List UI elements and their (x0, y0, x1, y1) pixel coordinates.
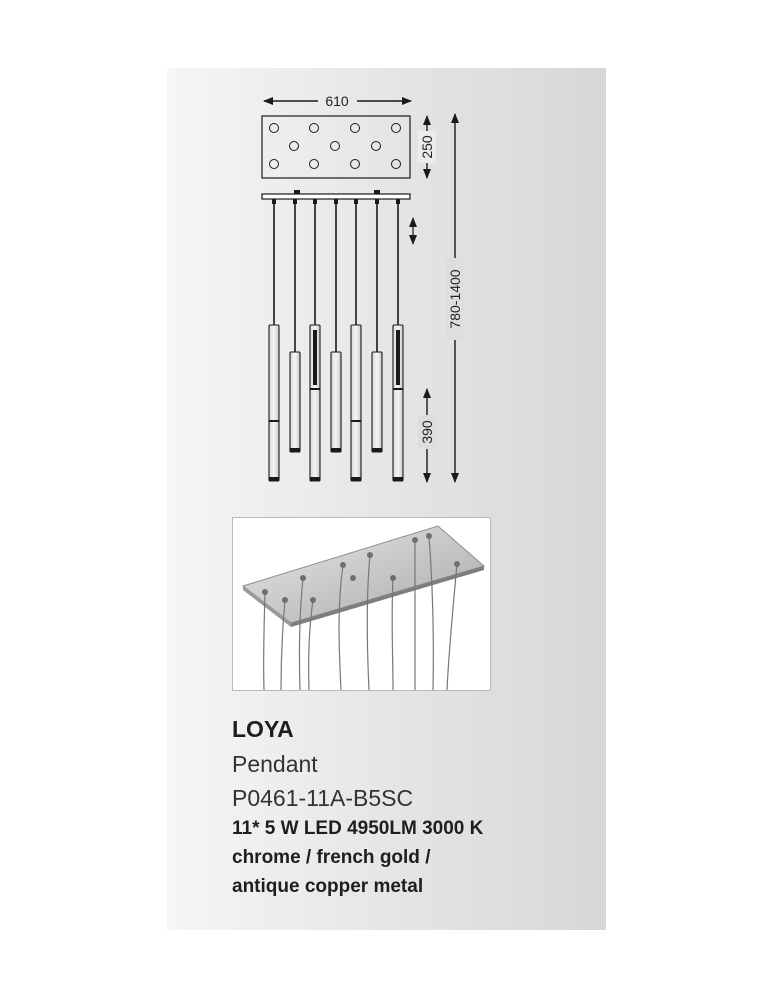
product-spec: 11* 5 W LED 4950LM 3000 K (232, 818, 484, 839)
width-label: 610 (325, 93, 349, 109)
height-dimension (446, 114, 464, 482)
pendant-side-view (262, 190, 410, 481)
depth-label: 250 (419, 135, 435, 159)
depth-dimension (418, 116, 436, 178)
width-dimension (264, 93, 411, 109)
product-finish-line-2: antique copper metal (232, 876, 424, 897)
product-type: Pendant (232, 751, 318, 777)
product-photo (232, 517, 491, 691)
tube-length-dimension (418, 389, 436, 482)
height-range-label: 780-1400 (447, 269, 463, 329)
product-name: LOYA (232, 716, 294, 742)
tube-length-label: 390 (419, 420, 435, 444)
canopy-top-view (262, 116, 410, 178)
product-finish-line-1: chrome / french gold / (232, 847, 431, 868)
product-code: P0461-11A-B5SC (232, 785, 414, 811)
